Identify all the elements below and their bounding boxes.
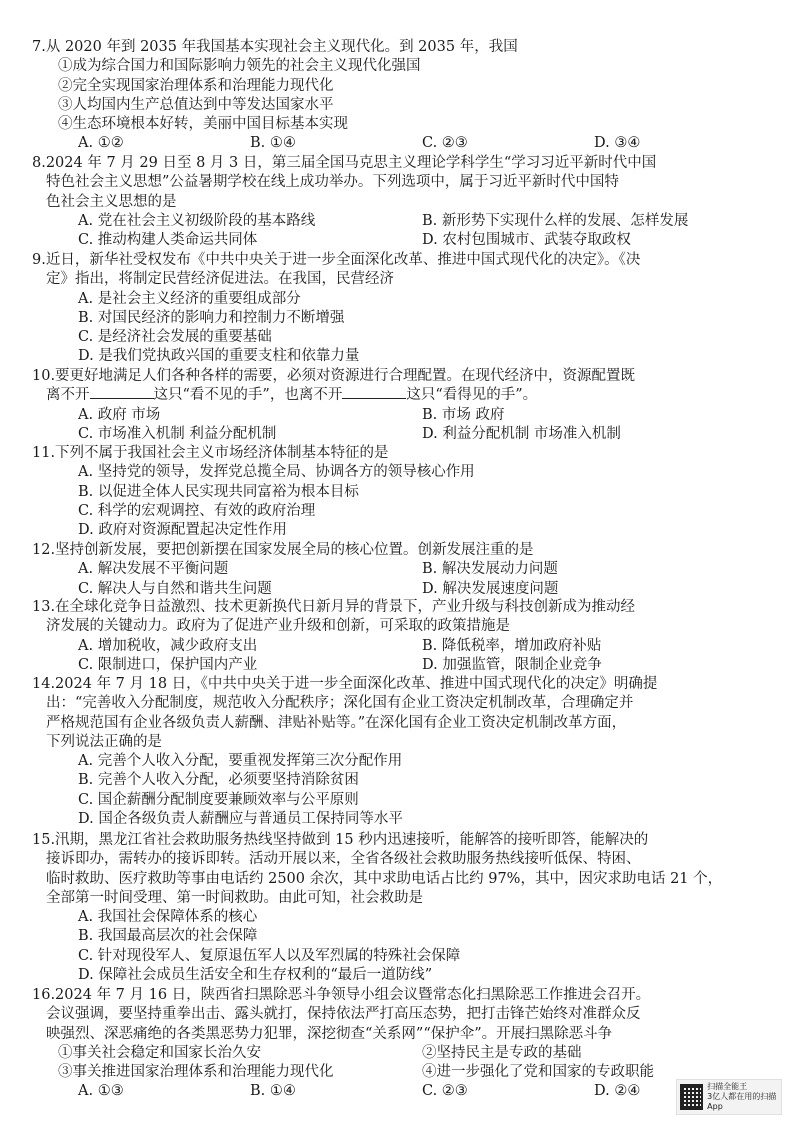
question-11 xyxy=(32,444,772,540)
statements xyxy=(32,1044,772,1083)
question-12 xyxy=(32,541,772,599)
options xyxy=(32,134,772,153)
question-13 xyxy=(32,598,772,675)
option-c[interactable]: C. ②③ xyxy=(422,1083,468,1100)
option-b[interactable]: B. 以促进全体人民实现共同富裕为根本目标 xyxy=(78,483,359,500)
question-stem: 12.坚持创新发展，要把创新摆在国家发展全局的核心位置。创新发展注重的是 xyxy=(32,542,534,558)
question-stem: 9.近日，新华社受权发布《中共中央关于进一步全面深化改革、推进中国式现代化的决定》。《决 定》指出，将制定民营经济促进法。在我国，民营经济 xyxy=(32,252,641,288)
brand-subtitle: 3亿人都在用的扫描App xyxy=(707,1092,777,1111)
brand-name: 扫描全能王 xyxy=(707,1082,748,1091)
question-16 xyxy=(32,986,772,1102)
option-b[interactable]: B. 解决发展动力问题 xyxy=(422,561,558,578)
options xyxy=(32,560,772,599)
question-stem: 14.2024 年 7 月 18 日，《中共中央关于进一步全面深化改革、推进中国式现代化的决定》明确提 出：“完善收入分配制度，规范收入分配秩序；深化国有企业工资决定机制改革，合理确定并 严格规范国有企业各级负责人薪酬、津贴补贴等。”在深化国有企业工资决定机制改革方面， 下列说法正确的是 xyxy=(32,676,658,750)
option-a[interactable]: A. 我国社会保障体系的核心 xyxy=(78,909,258,926)
option-b[interactable]: B. ①④ xyxy=(250,1083,296,1100)
option-c[interactable]: C. 国企薪酬分配制度要兼顾效率与公平原则 xyxy=(78,791,359,808)
option-b[interactable]: B. 降低税率，增加政府补贴 xyxy=(422,637,602,654)
option-a[interactable]: A. 是社会主义经济的重要组成部分 xyxy=(78,290,301,307)
option-d[interactable]: D. 政府对资源配置起决定性作用 xyxy=(78,522,287,539)
options xyxy=(32,406,772,445)
question-stem: 8.2024 年 7 月 29 日至 8 月 3 日，第三届全国马克思主义理论学科学生“学习习近平新时代中国 特色社会主义思想”公益暑期学校在线上成功举办。下列选项中，属于习近平新时代中国特 色社会主义思想的是 xyxy=(32,155,657,210)
option-b[interactable]: B. ①④ xyxy=(250,135,296,152)
statement: ②坚持民主是专政的基础 xyxy=(422,1044,582,1061)
statement: ③人均国内生产总值达到中等发达国家水平 xyxy=(58,96,334,113)
options xyxy=(32,212,772,251)
option-d[interactable]: D. 保障社会成员生活安全和生存权利的“最后一道防线” xyxy=(78,967,433,984)
option-d[interactable]: D. ②④ xyxy=(594,1083,641,1100)
blank-1 xyxy=(90,386,154,399)
option-a[interactable]: A. ①② xyxy=(78,135,124,152)
question-stem: 15.汛期，黑龙江省社会救助服务热线坚持做到 15 秒内迅速接听，能解答的接听即答，能解决的 接诉即办，需转办的接诉即转。活动开展以来，全省各级社会救助服务热线接听低保、特困、 临时救助、医疗救助等事由电话约 2500 余次，其中求助电话占比约 97%，其中，因灾求助电话 21 个， 全部第一时间受理、第一时间救助。由此可知，社会救助是 xyxy=(32,832,723,906)
statement: ④生态环境根本好转，美丽中国目标基本实现 xyxy=(58,116,348,133)
blank-2 xyxy=(342,386,406,399)
option-d[interactable]: D. 利益分配机制 市场准入机制 xyxy=(422,425,621,442)
option-a[interactable]: A. ①③ xyxy=(78,1083,124,1100)
qr-code-icon xyxy=(680,1084,703,1110)
question-9 xyxy=(32,251,772,367)
options xyxy=(32,1082,772,1101)
option-a[interactable]: A. 政府 市场 xyxy=(78,406,161,423)
option-b[interactable]: B. 完善个人收入分配，必须要坚持消除贫困 xyxy=(78,772,359,789)
option-d[interactable]: D. ③④ xyxy=(594,135,641,152)
statement: ①事关社会稳定和国家长治久安 xyxy=(58,1044,261,1061)
option-d[interactable]: D. 解决发展速度问题 xyxy=(422,580,559,597)
option-a[interactable]: A. 完善个人收入分配，要重视发挥第三次分配作用 xyxy=(78,753,403,770)
question-8 xyxy=(32,154,772,250)
option-b[interactable]: B. 对国民经济的影响力和控制力不断增强 xyxy=(78,309,345,326)
question-stem: 7.从 2020 年到 2035 年我国基本实现社会主义现代化。到 2035 年，我国 xyxy=(32,39,518,55)
statement: ③事关推进国家治理体系和治理能力现代化 xyxy=(58,1064,334,1081)
question-stem: 13.在全球化竞争日益激烈、技术更新换代日新月异的背景下，产业升级与科技创新成为推动经 济发展的关键动力。政府为了促进产业升级和创新，可采取的政策措施是 xyxy=(32,599,636,635)
option-c[interactable]: C. 市场准入机制 利益分配机制 xyxy=(78,425,277,442)
question-stem: 10.要更好地满足人们各种各样的需要，必须对资源进行合理配置。在现代经济中，资源配置既 离不开 这只“看不见的手”，也离不开 这只“看得见的手”。 xyxy=(32,368,636,404)
option-d[interactable]: D. 是我们党执政兴国的重要支柱和依靠力量 xyxy=(78,348,360,365)
scanner-watermark xyxy=(676,1079,782,1115)
option-a[interactable]: A. 坚持党的领导，发挥党总揽全局、协调各方的领导核心作用 xyxy=(78,464,475,481)
option-c[interactable]: C. 推动构建人类命运共同体 xyxy=(78,232,258,249)
option-d[interactable]: D. 加强监管，限制企业竞争 xyxy=(422,656,602,673)
options xyxy=(32,637,772,676)
option-c[interactable]: C. 科学的宏观调控、有效的政府治理 xyxy=(78,502,316,519)
question-stem: 16.2024 年 7 月 16 日，陕西省扫黑除恶斗争领导小组会议暨常态化扫黑除恶工作推进会召开。 会议强调，要坚持重拳出击、露头就打，保持依法严打高压态势，把打击锋芒始终对准群众反 映强烈、深恶痛绝的各类黑恶势力犯罪，深挖彻查“关系网”“保护伞”。开展扫黑除恶斗争 xyxy=(32,987,651,1042)
option-a[interactable]: A. 解决发展不平衡问题 xyxy=(78,561,229,578)
option-c[interactable]: C. 针对现役军人、复原退伍军人以及军烈属的特殊社会保障 xyxy=(78,947,461,964)
question-7 xyxy=(32,38,772,154)
option-c[interactable]: C. 解决人与自然和谐共生问题 xyxy=(78,580,272,597)
option-c[interactable]: C. 是经济社会发展的重要基础 xyxy=(78,329,272,346)
option-d[interactable]: D. 国企各级负责人薪酬应与普通员工保持同等水平 xyxy=(78,811,403,828)
option-c[interactable]: C. 限制进口，保护国内产业 xyxy=(78,656,258,673)
option-b[interactable]: B. 新形势下实现什么样的发展、怎样发展 xyxy=(422,212,689,229)
statement: ④进一步强化了党和国家的专政职能 xyxy=(422,1064,654,1081)
option-c[interactable]: C. ②③ xyxy=(422,135,468,152)
option-b[interactable]: B. 我国最高层次的社会保障 xyxy=(78,928,258,945)
option-b[interactable]: B. 市场 政府 xyxy=(422,406,505,423)
question-15 xyxy=(32,831,772,985)
option-a[interactable]: A. 增加税收，减少政府支出 xyxy=(78,637,258,654)
statement: ①成为综合国力和国际影响力领先的社会主义现代化强国 xyxy=(58,58,421,75)
question-14 xyxy=(32,675,772,829)
question-10 xyxy=(32,367,772,444)
question-stem: 11.下列不属于我国社会主义市场经济体制基本特征的是 xyxy=(32,445,389,461)
option-a[interactable]: A. 党在社会主义初级阶段的基本路线 xyxy=(78,212,316,229)
statement: ②完全实现国家治理体系和治理能力现代化 xyxy=(58,77,334,94)
option-d[interactable]: D. 农村包围城市、武装夺取政权 xyxy=(422,232,631,249)
